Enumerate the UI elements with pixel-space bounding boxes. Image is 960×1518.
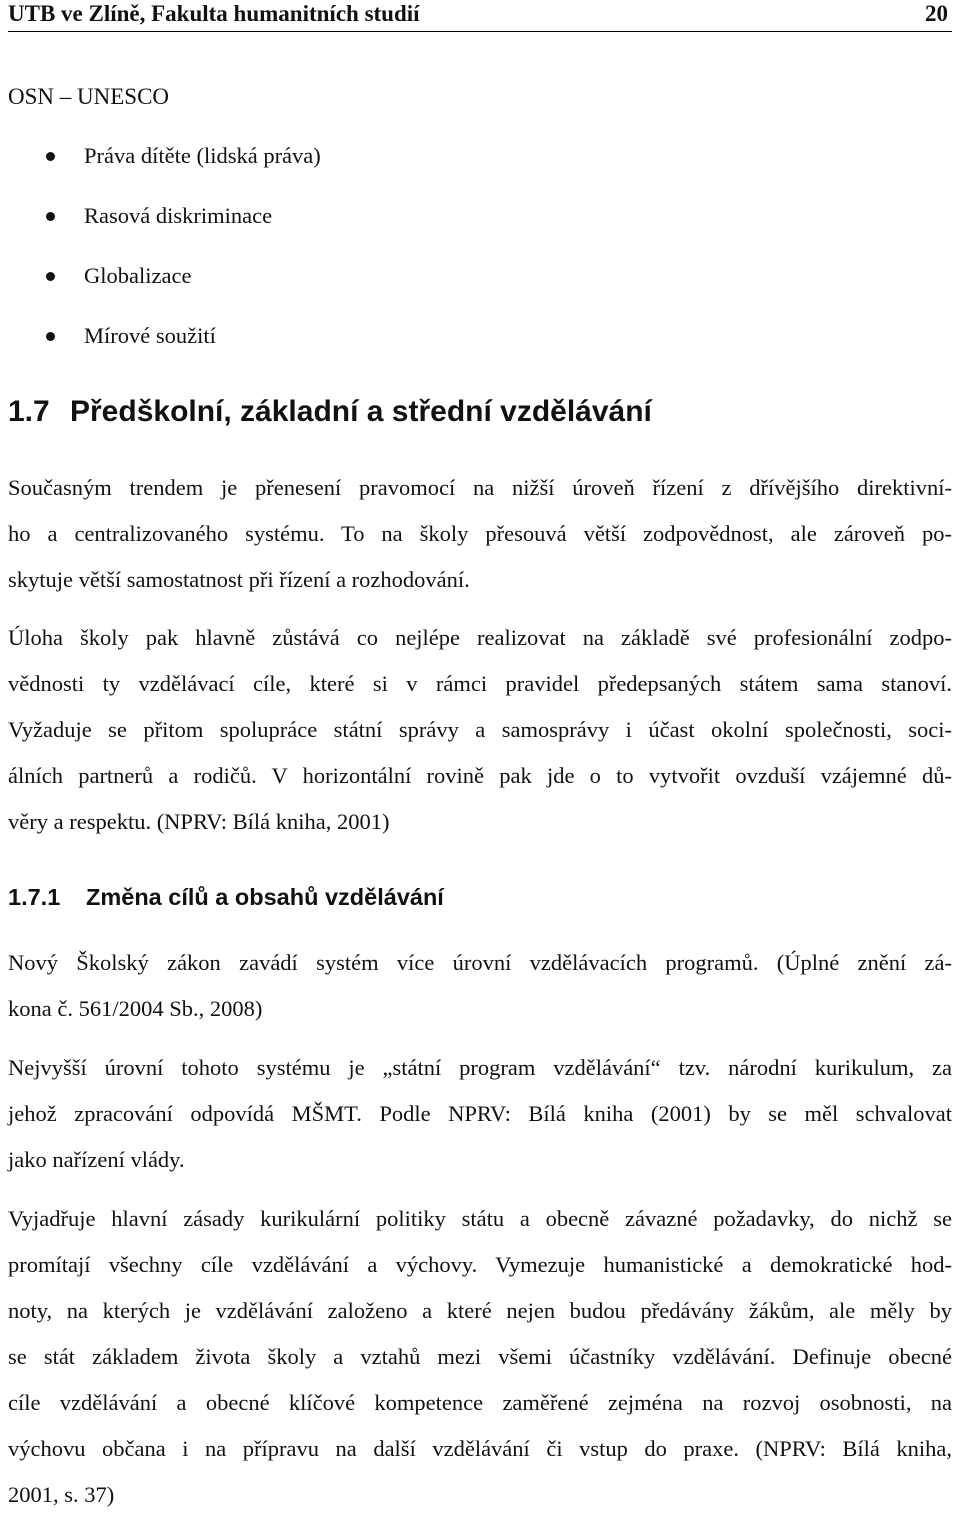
text-line: noty, na kterých je vzdělávání založeno a které nejen budou předávány žákům, ale měly by	[8, 1298, 952, 1323]
text-line: Vyžaduje se přitom spolupráce státní správy a samosprávy i účast okolní společnosti, soci-	[8, 717, 952, 742]
text-line: kona č. 561/2004 Sb., 2008)	[8, 996, 263, 1021]
text-line: Nový Školský zákon zavádí systém více úrovní vzdělávacích programů. (Úplné znění zá-	[8, 950, 952, 975]
text-line: Současným trendem je přenesení pravomocí na nižší úroveň řízení z dřívějšího direktivní-	[8, 475, 952, 500]
paragraph-3	[8, 940, 952, 1032]
text-line: cíle vzdělávání a obecné klíčové kompetence zaměřené zejména na rozvoj osobnosti, na	[8, 1390, 952, 1415]
list-item: Globalizace	[38, 253, 321, 313]
list-item: Mírové soužití	[38, 313, 321, 373]
page-header	[8, 0, 952, 32]
bullet-icon	[46, 332, 55, 341]
bullet-icon	[46, 272, 55, 281]
paragraph-5	[8, 1196, 952, 1518]
subsection-title: Změna cílů a obsahů vzdělávání	[86, 884, 444, 910]
text-line: vědnosti ty vzdělávací cíle, které si v rámci pravidel předepsaných státem sama stanoví.	[8, 671, 952, 696]
text-line: Nejvyšší úrovní tohoto systému je „státní program vzdělávání“ tzv. národní kurikulum, za	[8, 1055, 952, 1080]
bullet-icon	[46, 152, 55, 161]
section-title: Předškolní, základní a střední vzdělávání	[70, 395, 652, 428]
header-title: UTB ve Zlíně, Fakulta humanitních studií	[8, 1, 420, 26]
paragraph-1	[8, 465, 952, 603]
text-line: promítají všechny cíle vzdělávání a výchovy. Vymezuje humanistické a demokratické hod-	[8, 1252, 952, 1277]
section-heading	[8, 395, 652, 429]
text-line: álních partnerů a rodičů. V horizontální rovině pak jde o to vytvořit ovzduší vzájemné dů-	[8, 763, 952, 788]
text-line: jako nařízení vlády.	[8, 1147, 185, 1172]
text-line: věry a respektu. (NPRV: Bílá kniha, 2001)	[8, 809, 390, 834]
text-line: Úloha školy pak hlavně zůstává co nejlépe realizovat na základě své profesionální zodpo-	[8, 625, 952, 650]
section-number: 1.7	[8, 395, 50, 428]
text-line: výchovu občana i na přípravu na další vzdělávání či vstup do praxe. (NPRV: Bílá kniha,	[8, 1436, 952, 1461]
list-item: Práva dítěte (lidská práva)	[38, 133, 321, 193]
bullet-list	[38, 133, 321, 373]
text-line: se stát základem života školy a vztahů mezi všemi účastníky vzdělávání. Definuje obecné	[8, 1344, 952, 1369]
bullet-icon	[46, 212, 55, 221]
paragraph-2	[8, 615, 952, 845]
text-line: jehož zpracování odpovídá MŠMT. Podle NPRV: Bílá kniha (2001) by se měl schvalovat	[8, 1101, 952, 1126]
subheading: OSN – UNESCO	[8, 84, 170, 109]
text-line: Vyjadřuje hlavní zásady kurikulární politiky státu a obecně závazné požadavky, do nichž se	[8, 1206, 952, 1231]
text-line: ho a centralizovaného systému. To na školy přesouvá větší zodpovědnost, ale zároveň po-	[8, 521, 952, 546]
text-line: skytuje větší samostatnost při řízení a rozhodování.	[8, 567, 470, 592]
subsection-heading	[8, 884, 444, 911]
page-number: 20	[925, 1, 948, 26]
list-item: Rasová diskriminace	[38, 193, 321, 253]
subsection-number: 1.7.1	[8, 884, 61, 910]
text-line: 2001, s. 37)	[8, 1482, 115, 1507]
paragraph-4	[8, 1045, 952, 1183]
